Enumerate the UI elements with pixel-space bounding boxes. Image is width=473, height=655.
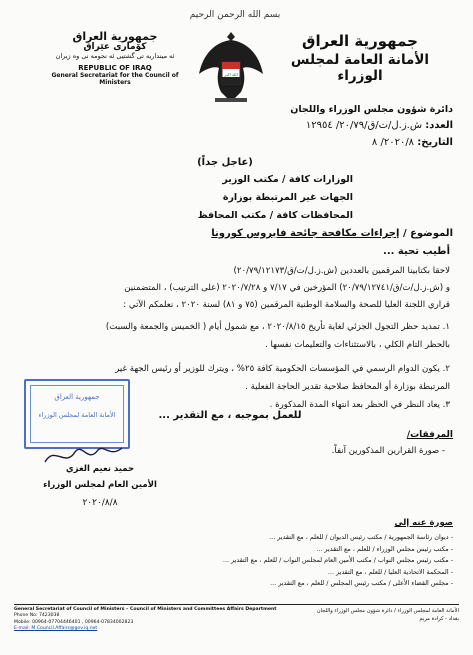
body-line: لاحقا بكتابينا المرقمين بالعددين (ش.ز.ل/ت/ق/٢٠/٧٩/١٢١٧٣) xyxy=(233,266,450,276)
header-left-english-1: REPUBLIC OF IRAQ xyxy=(78,64,152,72)
subject-line xyxy=(40,228,453,239)
copies-item: - ديوان رئاسة الجمهورية / مكتب رئيس الديوان / للعلم ، مع التقدير ... xyxy=(269,533,453,541)
signatory-name: حميد نعيم الغزي xyxy=(65,464,135,474)
reference-number xyxy=(240,120,453,131)
urgent-label: (عاجل جداً) xyxy=(197,157,253,168)
header-right-title-1: جمهورية العراق xyxy=(302,32,418,50)
attachments-item-text: صورة القرارين المذكورين آنفاً. xyxy=(331,446,440,456)
attachments-title: المرفقات/ xyxy=(406,430,453,440)
copies-item: - مكتب رئيس مجلس النواب / مكتب الأمين العام لمجلس النواب / للعلم ، مع التقدير ... xyxy=(222,556,453,564)
stamp-line-1: جمهورية العراق xyxy=(54,393,100,401)
department-name: دائرة شؤون مجلس الوزراء واللجان xyxy=(290,104,453,115)
footer-phone: Phone No: 7423038 xyxy=(14,613,60,619)
reference-number-label: العدد: xyxy=(425,120,453,131)
header-left-kurdish-1: كۆماری عێراق xyxy=(83,42,147,52)
iraq-eagle-emblem-icon xyxy=(195,28,267,108)
copies-item: - المحكمة الاتحادية العليا / للعلم ، مع التقدير ... xyxy=(327,567,453,576)
item-1-line-1: ١. تمديد حظر التجول الجزئي لغاية تأريخ ٢٠٢٠/٨/١٥ ، مع شمول أيام ( الخميس والجمعة والسبت) xyxy=(105,322,450,332)
copies-item-text: المحكمة الاتحادية العليا / للعلم ، مع التقدير ... xyxy=(327,567,449,576)
greeting: أطيب تحية ... xyxy=(383,246,450,257)
reference-number-value: ش.ز.ل/ت/ق/٢٠/٧٩/ ١٢٩٥٤ xyxy=(305,120,423,131)
signatory-title: الأمين العام لمجلس الوزراء xyxy=(43,480,157,490)
footer-english xyxy=(14,607,284,633)
copies-item-text: مكتب رئيس مجلس الوزراء / للعلم ، مع التقدير ... xyxy=(316,544,449,553)
footer-arabic-2: بغداد - كرادة مريم xyxy=(419,616,459,622)
signature-date: ٢٠٢٠/٨/٨ xyxy=(82,498,118,508)
footer-arabic xyxy=(285,607,459,623)
basmala: بسم الله الرحمن الرحيم xyxy=(189,10,281,20)
item-1-line-2: بالحظر التام الكلي ، بالاستثناءات والتعليمات نفسها . xyxy=(265,340,450,350)
copies-item: - مجلس القضاء الأعلى / مكتب رئيس المجلس / للعلم ، مع التقدير ... xyxy=(270,579,453,587)
item-2-line-1: ٢. يكون الدوام الرسمي في المؤسسات الحكومية كافة ٢٥% ، ويترك للوزير أو رئيس الجهة غير xyxy=(115,364,450,374)
body-line: قراري اللجنة العليا للصحة والسلامة الوطنية المرقمين (٧٥ و ٨١) لسنة ٢٠٢٠ ، نعلمكم الآتي : xyxy=(123,300,450,310)
header-left-arabic: جمهورية العراق xyxy=(72,30,158,43)
closing-line: للعمل بموجبه ، مع التقدير ... xyxy=(158,410,302,421)
copies-title: صورة عنه إلى xyxy=(394,518,453,528)
body-line: و (ش.ز.ل/ت/ق/٢٠/٧٩/١٢٧٤١) المؤرخين في ٧/١٧ و ٢٠٢٠/٧/٢٨ (على الترتيب) ، المتضمنين xyxy=(124,283,450,293)
copies-item: - مكتب رئيس مجلس الوزراء / للعلم ، مع التقدير ... xyxy=(316,544,453,553)
item-2-line-2: المرتبطة بوزارة أو المحافظ صلاحية تقدير الحاجة الفعلية . xyxy=(245,382,450,392)
recipient-2: الجهات غير المرتبطة بوزارة xyxy=(222,192,353,203)
header-left-kurdish-2: ئه مینداریه تی گشتیی ئه نجومه نی وه زیران xyxy=(55,52,175,60)
header-left xyxy=(45,30,185,86)
subject-label: الموضوع / xyxy=(402,228,453,239)
body-paragraph-1 xyxy=(40,263,450,314)
copies-item-text: ديوان رئاسة الجمهورية / مكتب رئيس الديوان / للعلم ، مع التقدير ... xyxy=(269,533,449,541)
copies-list xyxy=(110,532,453,590)
reference-date-label: التاريخ: xyxy=(417,137,453,148)
svg-text:الله اكبر: الله اكبر xyxy=(224,72,238,77)
item-3: ٣. يعاد النظر في الحظر بعد انتهاء المدة المذكورة . xyxy=(269,400,450,410)
copies-item-text: مكتب رئيس مجلس النواب / مكتب الأمين العام لمجلس النواب / للعلم ، مع التقدير ... xyxy=(222,556,449,564)
footer-mobile: Mobile: 00964-07704446401 , 00964-07834002823 xyxy=(14,619,134,625)
subject-text: إجراءات مكافحة جائحة فايروس كورونا xyxy=(211,228,400,239)
reference-date-value: ٢٠٢٠/٨/ ٨ xyxy=(371,137,415,148)
footer-divider xyxy=(14,604,459,605)
footer-email[interactable]: E-mail: M.Council.Affairs@gov.iq.net xyxy=(14,626,98,632)
attachments-item: - صورة القرارين المذكورين آنفاً. xyxy=(331,446,445,456)
footer-arabic-1: الأمانة العامة لمجلس الوزراء / دائرة شؤون مجلس الوزراء واللجان xyxy=(316,608,459,614)
recipient-3: المحافظات كافة / مكتب المحافظ xyxy=(197,210,353,221)
header-right xyxy=(285,32,435,84)
reference-date xyxy=(300,137,453,148)
header-right-title-2: الأمانة العامة لمجلس الوزراء xyxy=(290,52,430,84)
official-stamp xyxy=(24,379,130,449)
header-left-english-2: General Secretariat for the Council of Ministers xyxy=(51,72,179,86)
recipient-1: الوزارات كافة / مكتب الوزير xyxy=(222,174,353,185)
stamp-line-2: الأمانة العامة لمجلس الوزراء xyxy=(38,411,116,419)
copies-item-text: مجلس القضاء الأعلى / مكتب رئيس المجلس / للعلم ، مع التقدير ... xyxy=(270,579,449,587)
footer-english-1: General Secretariat of Council of Ministers – Council of Ministers and Committees Affairs Department xyxy=(14,607,277,612)
